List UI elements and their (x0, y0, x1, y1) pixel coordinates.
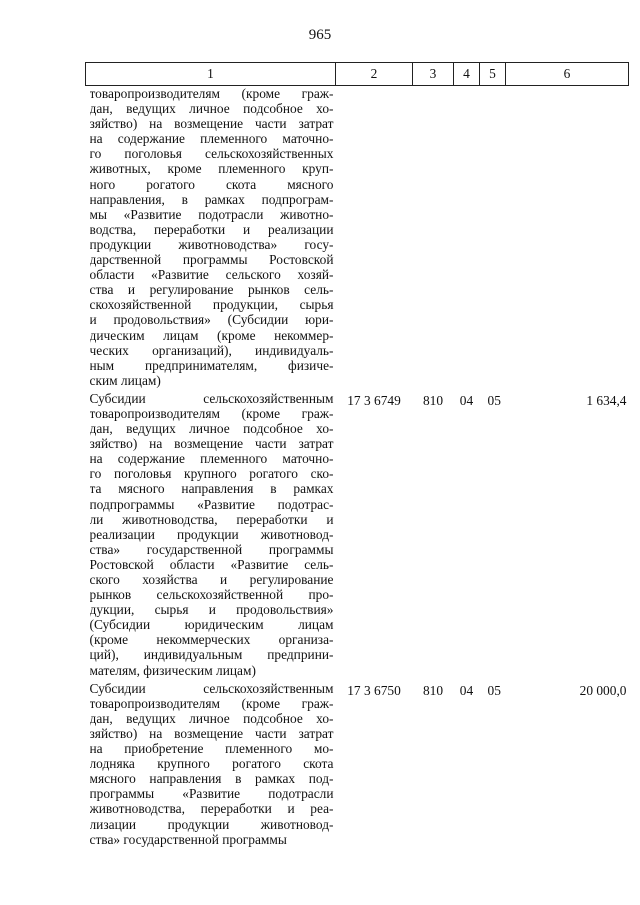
description-line: Субсидии сельскохозяйственным (89, 390, 334, 406)
description-line: дическим лицам (кроме некоммер- (89, 327, 334, 343)
description-line: скохозяйственной продукции, сырья (89, 297, 334, 313)
description-line: ли животноводства, переработки и (89, 511, 334, 527)
subsection-code (480, 86, 506, 391)
row-description (86, 86, 336, 391)
description-line: Ростовской области «Развитие сель- (89, 556, 334, 572)
target-article-code: 17 3 6750 (347, 682, 401, 698)
description-line: рынков сельскохозяйственной про- (89, 587, 334, 603)
target-article-code: 17 3 6749 (347, 392, 401, 408)
description-line: направления, в рамках подпрограм- (89, 191, 334, 207)
budget-table (85, 62, 629, 850)
description-line: и продовольствия» (Субсидии юри- (89, 312, 334, 328)
description-line: зяйство) на возмещение части затрат (89, 116, 334, 132)
description-line: ским лицам) (89, 372, 161, 388)
description-line: на содержание племенного маточно- (89, 131, 334, 147)
description-line: животноводства, переработки и реа- (89, 801, 334, 817)
subsection-code: 05 (487, 682, 501, 698)
description-line: ческих организаций), индивидуаль- (89, 342, 334, 358)
header-cell-2: 2 (336, 63, 413, 86)
target-article-code (336, 86, 413, 391)
description-line: го поголовья крупного рогатого ско- (89, 466, 334, 482)
header-cell-6: 6 (506, 63, 629, 86)
description-line: го поголовья сельскохозяйственных (89, 146, 334, 162)
description-line: области «Развитие сельского хозяй- (89, 267, 334, 283)
header-cell-5: 5 (480, 63, 506, 86)
description-line: на содержание племенного маточно- (89, 451, 334, 467)
header-cell-1: 1 (86, 63, 336, 86)
description-line: на приобретение племенного мо- (89, 741, 334, 757)
section-code: 04 (459, 682, 474, 698)
row-description (86, 681, 336, 850)
description-line: водства, переработки и реализации (89, 221, 334, 237)
description-line: ства и регулирование рынков сель- (89, 282, 334, 298)
description-line: ным предпринимателям, физиче- (89, 357, 334, 373)
section-code (454, 86, 480, 391)
description-line: (Субсидии юридическим лицам (89, 617, 334, 633)
description-line: животных, кроме племенного круп- (89, 161, 334, 177)
header-row (86, 63, 629, 86)
description-line: программы «Развитие подотрасли (89, 786, 334, 802)
table-row (86, 391, 629, 681)
description-line: продукции животноводства» госу- (89, 236, 334, 252)
description-line: мясного направления в рамках под- (89, 771, 334, 787)
amount (506, 86, 629, 391)
expense-type-code (413, 86, 454, 391)
description-line: дан, ведущих личное подсобное хо- (89, 421, 334, 437)
expense-type-code: 810 (422, 682, 444, 698)
expense-type-code: 810 (422, 392, 444, 408)
description-line: Субсидии сельскохозяйственным (89, 680, 334, 696)
description-line: ного рогатого скота мясного (89, 176, 334, 192)
description-line: лодняка крупного рогатого скота (89, 756, 334, 772)
row-description (86, 391, 336, 681)
description-line: ства» государственной программы (89, 541, 334, 557)
description-line: (кроме некоммерческих организа- (89, 632, 334, 648)
description-line: подпрограммы «Развитие подотрас- (89, 496, 334, 512)
page-number: 965 (308, 27, 332, 43)
description-line: зяйство) на возмещение части затрат (89, 725, 334, 741)
description-line: ства» государственной программы (89, 831, 287, 847)
description-line: товаропроизводителям (кроме граж- (89, 86, 334, 101)
description-line: дарственной программы Ростовской (89, 252, 334, 268)
description-line: товаропроизводителям (кроме граж- (89, 695, 334, 711)
section-code: 04 (459, 392, 474, 408)
header-cell-3: 3 (413, 63, 454, 86)
description-line: ского хозяйства и регулирование (89, 572, 334, 587)
amount: 1 634,4 (586, 392, 627, 408)
description-line: лизации продукции животновод- (89, 816, 334, 832)
subsection-code: 05 (487, 392, 501, 408)
description-line: дан, ведущих личное подсобное хо- (89, 710, 334, 726)
description-line: мателям, физическим лицам) (89, 662, 256, 678)
description-line: зяйство) на возмещение части затрат (89, 436, 334, 452)
description-line: реализации продукции животновод- (89, 526, 334, 542)
table-row (86, 86, 629, 391)
table-row (86, 681, 629, 850)
amount: 20 000,0 (579, 682, 627, 698)
description-line: ций), индивидуальным предприни- (89, 647, 334, 663)
description-line: мы «Развитие подотрасли животно- (89, 206, 334, 222)
description-line: дан, ведущих личное подсобное хо- (89, 101, 334, 117)
description-line: дукции, сырья и продовольствия» (89, 602, 334, 618)
description-line: товаропроизводителям (кроме граж- (89, 405, 334, 421)
description-line: та мясного направления в рамках (89, 481, 334, 497)
header-cell-4: 4 (454, 63, 480, 86)
